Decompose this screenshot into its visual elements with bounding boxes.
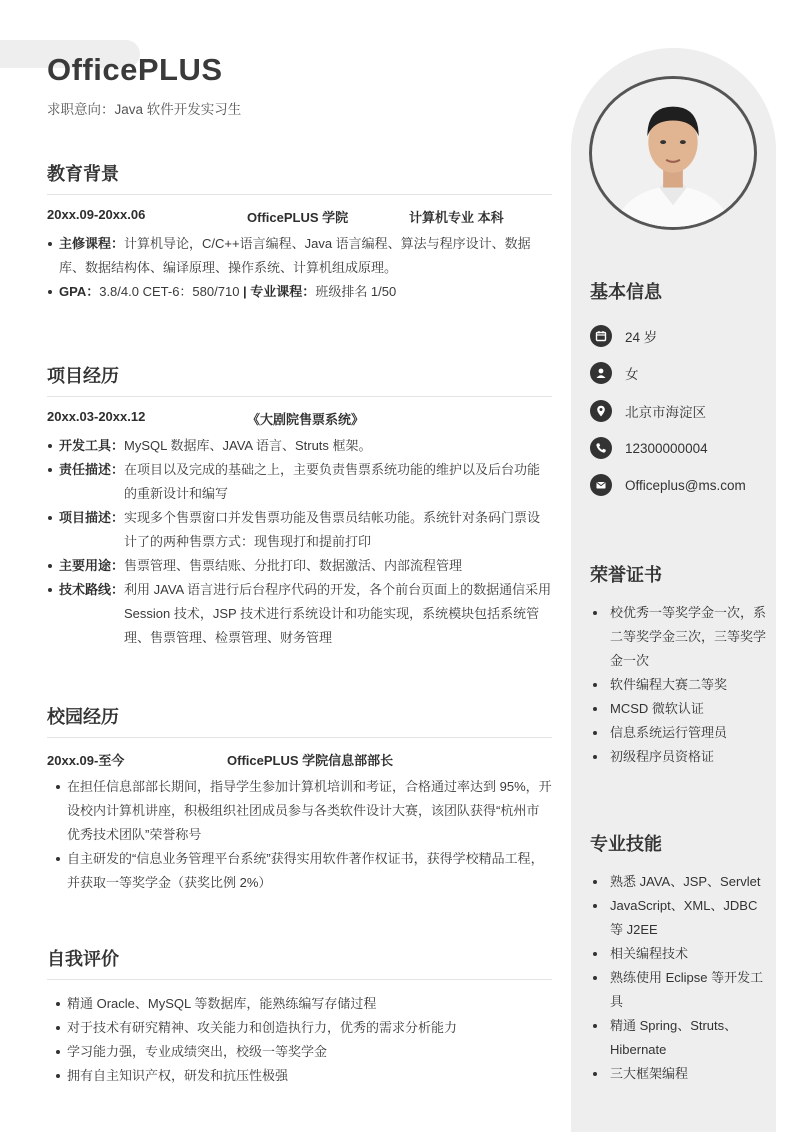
list-item: JavaScript、XML、JDBC 等 J2EE bbox=[592, 894, 767, 942]
course-text: 计算机导论，C/C++语言编程、Java 语言编程、算法与程序设计、数据库、数据结构体、编译原理、操作系统、计算机组成原理。 bbox=[59, 236, 531, 275]
phone-text: 12300000004 bbox=[625, 440, 708, 456]
project-entry-head bbox=[47, 409, 552, 428]
campus-period: 20xx.09-至今 bbox=[47, 753, 125, 768]
honors-title: 荣誉证书 bbox=[590, 565, 662, 585]
list-item: 软件编程大赛二等奖 bbox=[592, 673, 767, 697]
candidate-name: OfficePLUS bbox=[47, 52, 223, 87]
email-icon bbox=[590, 474, 612, 496]
education-period: 20xx.09-20xx.06 bbox=[47, 207, 146, 222]
phone-icon bbox=[590, 437, 612, 459]
project-title: 项目经历 bbox=[47, 362, 552, 397]
list-item bbox=[47, 434, 552, 458]
item-label: 项目描述： bbox=[59, 510, 125, 525]
list-item: 自主研发的“信息业务管理平台系统”获得实用软件著作权证书，获得学校精品工程，并获取一等奖学金（获奖比例 2%） bbox=[55, 847, 552, 895]
location-pin-icon bbox=[590, 400, 612, 422]
list-item: 熟练使用 Eclipse 等开发工具 bbox=[592, 966, 767, 1014]
campus-role: OfficePLUS 学院信息部部长 bbox=[227, 753, 394, 768]
item-text: 售票管理、售票结账、分批打印、数据激活、内部流程管理 bbox=[124, 558, 463, 573]
education-title: 教育背景 bbox=[47, 160, 552, 195]
project-section bbox=[47, 362, 552, 650]
campus-list bbox=[47, 775, 552, 895]
item-text: 实现多个售票窗口并发售票功能及售票员结帐功能。系统针对条码门票设计了的两种售票方式：现售现打和提前打印 bbox=[124, 510, 541, 549]
list-item: 学习能力强，专业成绩突出，校级一等奖学金 bbox=[55, 1040, 552, 1064]
honors-list bbox=[592, 601, 767, 769]
job-intent: 求职意向：Java 软件开发实习生 bbox=[47, 102, 242, 117]
item-text: 在项目以及完成的基础之上，主要负责售票系统功能的维护以及后台功能的重新设计和编写 bbox=[124, 462, 541, 501]
list-item bbox=[47, 506, 552, 554]
user-icon bbox=[590, 362, 612, 384]
info-email bbox=[590, 474, 746, 496]
rank-text: 班级排名 1/50 bbox=[315, 284, 397, 299]
list-item bbox=[47, 280, 552, 304]
list-item: 三大框架编程 bbox=[592, 1062, 767, 1086]
gender-text: 女 bbox=[625, 367, 639, 382]
education-list bbox=[47, 232, 552, 304]
skills-list bbox=[592, 870, 767, 1086]
campus-entry-head bbox=[47, 750, 552, 769]
email-text: Officeplus@ms.com bbox=[625, 477, 746, 493]
self-eval-list bbox=[47, 992, 552, 1088]
item-text: 利用 JAVA 语言进行后台程序代码的开发，各个前台页面上的数据通信采用 Session 技术，JSP 技术进行系统设计和功能实现，系统模块包括系统管理、售票管理、检票管理、财务管理 bbox=[124, 582, 552, 645]
list-item: 信息系统运行管理员 bbox=[592, 721, 767, 745]
info-gender bbox=[590, 362, 639, 384]
rank-label: 专业课程： bbox=[250, 284, 316, 299]
item-label: 主要用途： bbox=[59, 558, 125, 573]
gpa-label: GPA： bbox=[59, 284, 100, 299]
education-section bbox=[47, 160, 552, 304]
list-item: 对于技术有研究精神、攻关能力和创造执行力，优秀的需求分析能力 bbox=[55, 1016, 552, 1040]
gpa-text: 3.8/4.0 CET-6：580/710 bbox=[99, 284, 240, 299]
list-item: MCSD 微软认证 bbox=[592, 697, 767, 721]
project-list bbox=[47, 434, 552, 650]
course-label: 主修课程： bbox=[59, 236, 125, 251]
item-label: 责任描述： bbox=[59, 462, 125, 477]
list-item: 精通 Oracle、MySQL 等数据库，能熟练编写存储过程 bbox=[55, 992, 552, 1016]
list-item: 相关编程技术 bbox=[592, 942, 767, 966]
list-item: 初级程序员资格证 bbox=[592, 745, 767, 769]
skills-title: 专业技能 bbox=[590, 834, 662, 854]
item-label: 开发工具： bbox=[59, 438, 125, 453]
list-item: 在担任信息部部长期间，指导学生参加计算机培训和考证，合格通过率达到 95%，开设校内计算机讲座，积极组织社团成员参与各类软件设计大赛，该团队获得“杭州市优秀技术团队”荣誉称号 bbox=[55, 775, 552, 847]
profile-photo bbox=[589, 76, 757, 230]
education-school: OfficePLUS 学院 bbox=[247, 210, 349, 225]
info-location bbox=[590, 400, 706, 422]
self-eval-title: 自我评价 bbox=[47, 945, 552, 980]
list-item bbox=[47, 458, 552, 506]
calendar-icon bbox=[590, 325, 612, 347]
list-item: 精通 Spring、Struts、Hibernate bbox=[592, 1014, 767, 1062]
list-item: 熟悉 JAVA、JSP、Servlet bbox=[592, 870, 767, 894]
education-entry-head bbox=[47, 207, 552, 226]
location-text: 北京市海淀区 bbox=[625, 405, 706, 420]
separator: | bbox=[239, 284, 251, 299]
education-major: 计算机专业 本科 bbox=[409, 210, 504, 225]
info-phone bbox=[590, 437, 708, 459]
list-item bbox=[47, 232, 552, 280]
item-text: MySQL 数据库、JAVA 语言、Struts 框架。 bbox=[124, 438, 372, 453]
basic-info-title: 基本信息 bbox=[590, 282, 662, 302]
age-text: 24 岁 bbox=[625, 330, 658, 345]
project-name: 《大剧院售票系统》 bbox=[247, 412, 365, 427]
item-label: 技术路线： bbox=[59, 582, 125, 597]
self-eval-section bbox=[47, 945, 552, 1088]
list-item bbox=[47, 578, 552, 650]
list-item: 校优秀一等奖学金一次，系二等奖学金三次，三等奖学金一次 bbox=[592, 601, 767, 673]
list-item bbox=[47, 554, 552, 578]
project-period: 20xx.03-20xx.12 bbox=[47, 409, 146, 424]
campus-section bbox=[47, 703, 552, 895]
campus-title: 校园经历 bbox=[47, 703, 552, 738]
info-age bbox=[590, 325, 657, 347]
list-item: 拥有自主知识产权，研发和抗压性极强 bbox=[55, 1064, 552, 1088]
